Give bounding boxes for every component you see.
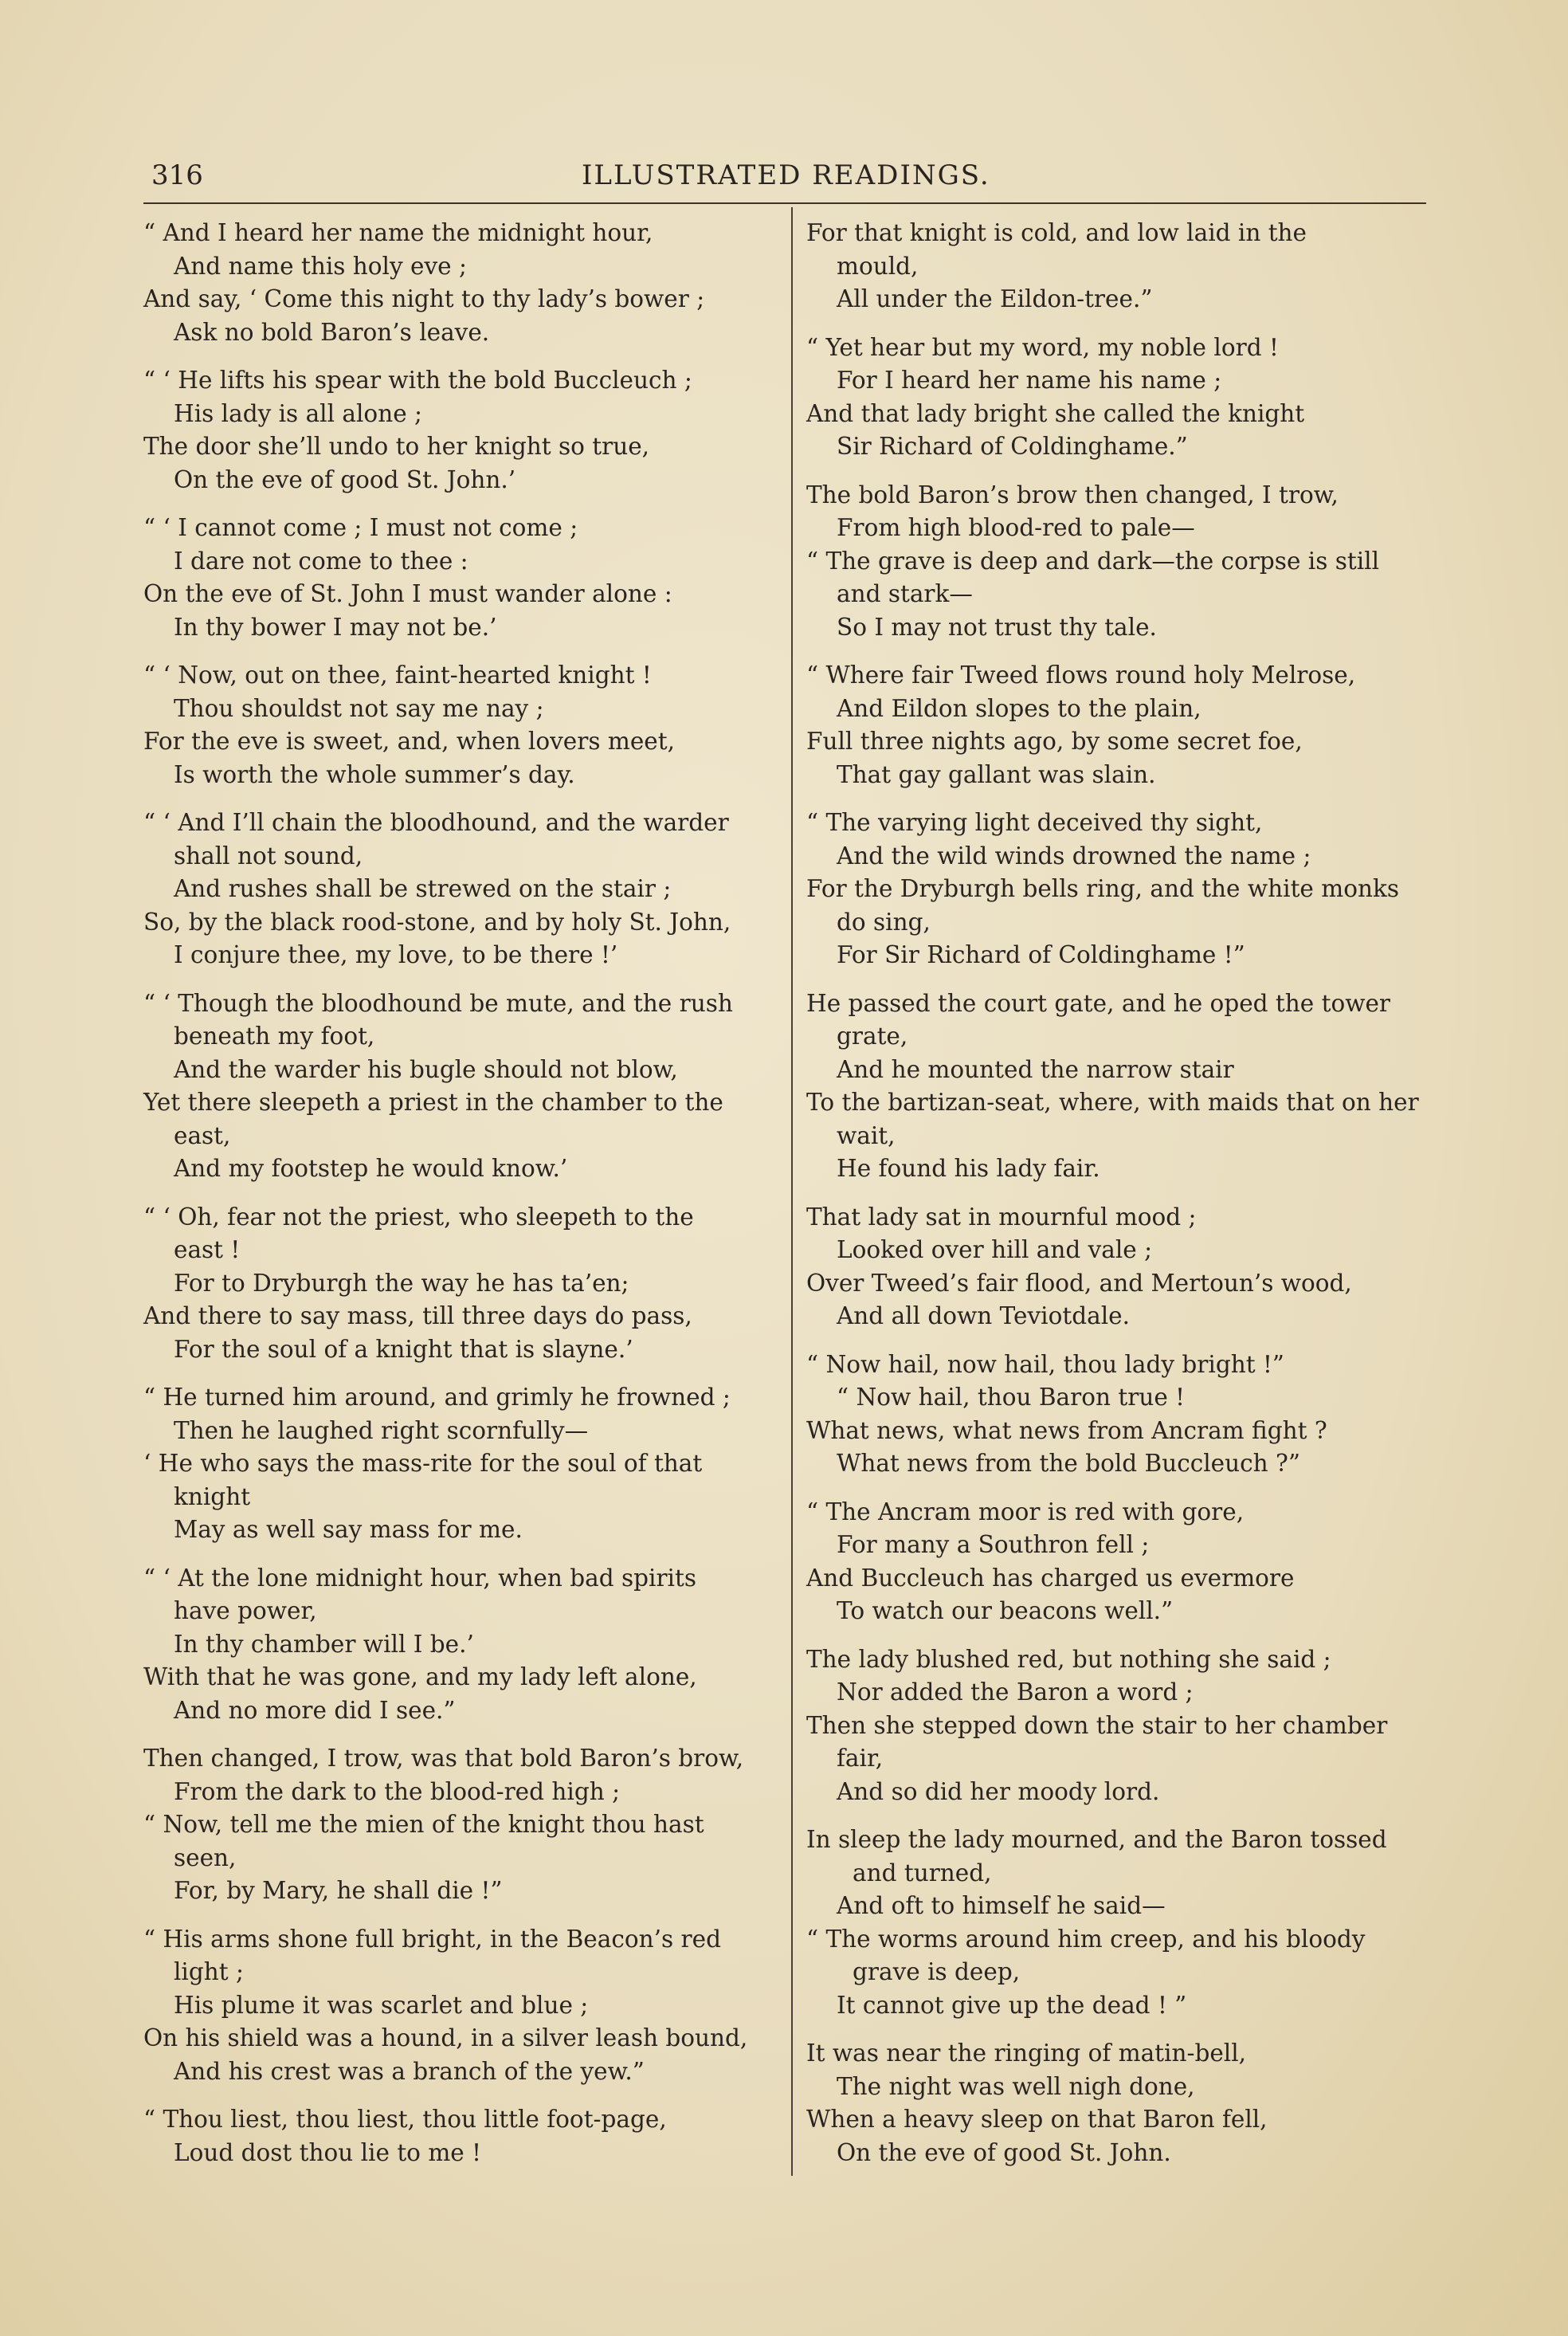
stanza [806,479,1444,645]
verse-line: “ ‘ He lifts his spear with the bold Buccleuch ; [143,367,692,394]
verse-line: His lady is all alone ; [174,399,422,427]
verse-line: “ The Ancram moor is red with gore, [806,1498,1245,1525]
verse-line: So I may not trust thy tale. [837,613,1157,641]
verse-line: And he mounted the narrow stair [837,1055,1234,1083]
verse-line: Thou shouldst not say me nay ; [174,694,544,722]
verse-line: And oft to himself he said— [837,1892,1166,1919]
stanza [806,2037,1444,2169]
stanza [143,2103,781,2169]
verse-line: On his shield was a hound, in a silver leash bound, [143,2024,748,2051]
verse-line: And the wild winds drowned the name ; [837,842,1311,870]
left-column [143,217,781,2185]
verse-line: east, [174,1121,231,1149]
verse-line: “ Now, tell me the mien of the knight thou hast [143,1811,704,1838]
verse-line: To watch our beacons well.” [837,1597,1174,1624]
verse-line: To the bartizan-seat, where, with maids that on her [806,1089,1419,1116]
verse-line: I conjure thee, my love, to be there !’ [174,941,618,968]
verse-line: It was near the ringing of matin-bell, [806,2040,1247,2067]
verse-line: For Sir Richard of Coldinghame !” [837,941,1245,968]
verse-line: “ The grave is deep and dark—the corpse is still [806,547,1380,575]
verse-line: What news, what news from Ancram fight ? [806,1416,1327,1444]
stanza [143,1562,781,1728]
stanza [806,332,1444,464]
verse-line: Ask no bold Baron’s leave. [174,318,490,346]
stanza [143,1742,781,1908]
stanza [143,807,781,972]
verse-line: and stark— [837,580,973,607]
verse-line: “ Now hail, thou Baron true ! [837,1384,1186,1411]
verse-line: And Eildon slopes to the plain, [837,694,1201,722]
verse-line: east ! [174,1236,241,1263]
verse-line: Then he laughed right scornfully— [174,1416,589,1444]
stanza [143,512,781,644]
verse-line: seen, [174,1843,237,1871]
verse-line: And that lady bright she called the knight [806,399,1305,427]
verse-line: I dare not come to thee : [174,547,468,575]
verse-line: “ Now hail, now hail, thou lady bright !” [806,1350,1284,1378]
verse-line: Is worth the whole summer’s day. [174,760,575,788]
verse-line: ‘ He who says the mass-rite for the soul of that [143,1450,703,1477]
verse-line: grave is deep, [853,1958,1021,1985]
verse-line: “ ‘ And I’ll chain the bloodhound, and the warder [143,809,729,836]
verse-line: Sir Richard of Coldinghame.” [837,433,1188,460]
verse-line: For that knight is cold, and low laid in the [806,219,1307,246]
verse-line: In sleep the lady mourned, and the Baron tossed [806,1826,1387,1853]
verse-line: “ ‘ Now, out on thee, faint-hearted knight ! [143,662,652,689]
verse-line: And his crest was a branch of the yew.” [174,2057,645,2085]
verse-line: Then she stepped down the stair to her chamber [806,1711,1388,1739]
stanza [143,1381,781,1547]
stanza [806,217,1444,316]
stanza [806,1824,1444,2022]
verse-line: “ His arms shone full bright, in the Beacon’s red [143,1925,721,1953]
verse-line: He found his lady fair. [837,1155,1100,1182]
verse-line: On the eve of good St. John.’ [174,465,516,493]
verse-line: And so did her moody lord. [837,1777,1160,1805]
stanza [143,364,781,497]
verse-line: On the eve of good St. John. [837,2138,1171,2166]
verse-line: The bold Baron’s brow then changed, I trow, [806,481,1339,508]
stanza [806,987,1444,1186]
stanza [806,1201,1444,1333]
verse-line: From the dark to the blood-red high ; [174,1777,621,1805]
header-rule [143,202,1426,204]
verse-line: do sing, [837,908,931,936]
verse-line: “ The worms around him creep, and his bloody [806,1925,1366,1953]
verse-line: “ ‘ I cannot come ; I must not come ; [143,514,578,541]
verse-line: And no more did I see.” [174,1696,456,1724]
verse-line: “ He turned him around, and grimly he frowned ; [143,1384,731,1411]
verse-line: In thy bower I may not be.’ [174,613,497,641]
verse-line: And there to say mass, till three days do pass, [143,1302,692,1329]
verse-line: For the eve is sweet, and, when lovers meet, [143,728,675,755]
stanza [806,1349,1444,1481]
verse-line: For I heard her name his name ; [837,367,1222,394]
verse-line: “ ‘ At the lone midnight hour, when bad spirits [143,1564,696,1592]
verse-line: have power, [174,1597,317,1624]
verse-line: “ ‘ Though the bloodhound be mute, and the rush [143,989,733,1017]
verse-line: “ ‘ Oh, fear not the priest, who sleepeth to the [143,1203,694,1231]
stanza [806,659,1444,791]
verse-line: For many a Southron fell ; [837,1531,1150,1558]
stanza [143,1923,781,2089]
verse-line: “ The varying light deceived thy sight, [806,809,1263,836]
verse-line: For to Dryburgh the way he has ta’en; [174,1269,629,1297]
verse-line: wait, [837,1121,896,1149]
verse-line: All under the Eildon-tree.” [837,285,1153,312]
verse-line: Looked over hill and vale ; [837,1236,1153,1263]
verse-line: And name this holy eve ; [174,252,467,280]
verse-line: And my footstep he would know.’ [174,1155,568,1182]
verse-line: That lady sat in mournful mood ; [806,1203,1197,1231]
verse-line: light ; [174,1958,244,1985]
verse-line: His plume it was scarlet and blue ; [174,1991,589,2019]
stanza [143,1201,781,1367]
verse-line: For the soul of a knight that is slayne.’ [174,1335,633,1363]
running-head: ILLUSTRATED READINGS. [582,159,990,191]
page-header [151,159,1426,199]
verse-line: May as well say mass for me. [174,1516,523,1543]
stanza [143,987,781,1186]
verse-line: He passed the court gate, and he oped the tower [806,989,1391,1017]
verse-line: And rushes shall be strewed on the stair ; [174,875,672,902]
verse-line: Full three nights ago, by some secret foe, [806,728,1303,755]
verse-line: What news from the bold Buccleuch ?” [837,1450,1300,1477]
verse-line: When a heavy sleep on that Baron fell, [806,2106,1268,2133]
verse-line: beneath my foot, [174,1023,375,1050]
verse-line: “ And I heard her name the midnight hour, [143,219,653,246]
verse-line: Loud dost thou lie to me ! [174,2138,481,2166]
verse-line: and turned, [853,1859,992,1886]
verse-line: For the Dryburgh bells ring, and the white monks [806,875,1400,902]
right-column [806,217,1444,2185]
verse-line: So, by the black rood-stone, and by holy St. John, [143,908,731,936]
verse-line: knight [174,1482,251,1510]
verse-line: “ Yet hear but my word, my noble lord ! [806,333,1279,361]
verse-line: “ Thou liest, thou liest, thou little foot-page, [143,2106,667,2133]
verse-line: fair, [837,1745,884,1772]
stanza [143,217,781,349]
verse-line: shall not sound, [174,842,363,870]
verse-line: The door she’ll undo to her knight so true, [143,433,650,460]
verse-line: And Buccleuch has charged us evermore [806,1564,1295,1592]
stanza [806,1496,1444,1628]
verse-line: grate, [837,1023,908,1050]
verse-line: In thy chamber will I be.’ [174,1630,474,1658]
verse-line: That gay gallant was slain. [837,760,1156,788]
verse-line: For, by Mary, he shall die !” [174,1877,503,1904]
stanza [143,659,781,791]
verse-line: On the eve of St. John I must wander alone : [143,580,672,607]
verse-line: Over Tweed’s fair flood, and Mertoun’s wood, [806,1269,1352,1297]
verse-line: And the warder his bugle should not blow, [174,1055,678,1083]
verse-line: The night was well nigh done, [837,2072,1195,2100]
stanza [806,1643,1444,1809]
verse-line: From high blood-red to pale— [837,514,1195,541]
verse-line: Yet there sleepeth a priest in the chamber to the [143,1089,723,1116]
page-number: 316 [151,159,203,191]
verse-line: Nor added the Baron a word ; [837,1678,1194,1706]
column-divider [791,207,793,2176]
verse-line: With that he was gone, and my lady left alone, [143,1663,697,1690]
verse-line: “ Where fair Tweed flows round holy Melrose, [806,662,1356,689]
verse-line: Then changed, I trow, was that bold Baron’s brow, [143,1745,744,1772]
verse-line: And all down Teviotdale. [837,1302,1130,1329]
verse-line: mould, [837,252,919,280]
verse-line: And say, ‘ Come this night to thy lady’s bower ; [143,285,705,312]
stanza [806,807,1444,972]
verse-line: It cannot give up the dead ! ” [837,1991,1187,2019]
verse-line: The lady blushed red, but nothing she said ; [806,1645,1331,1673]
